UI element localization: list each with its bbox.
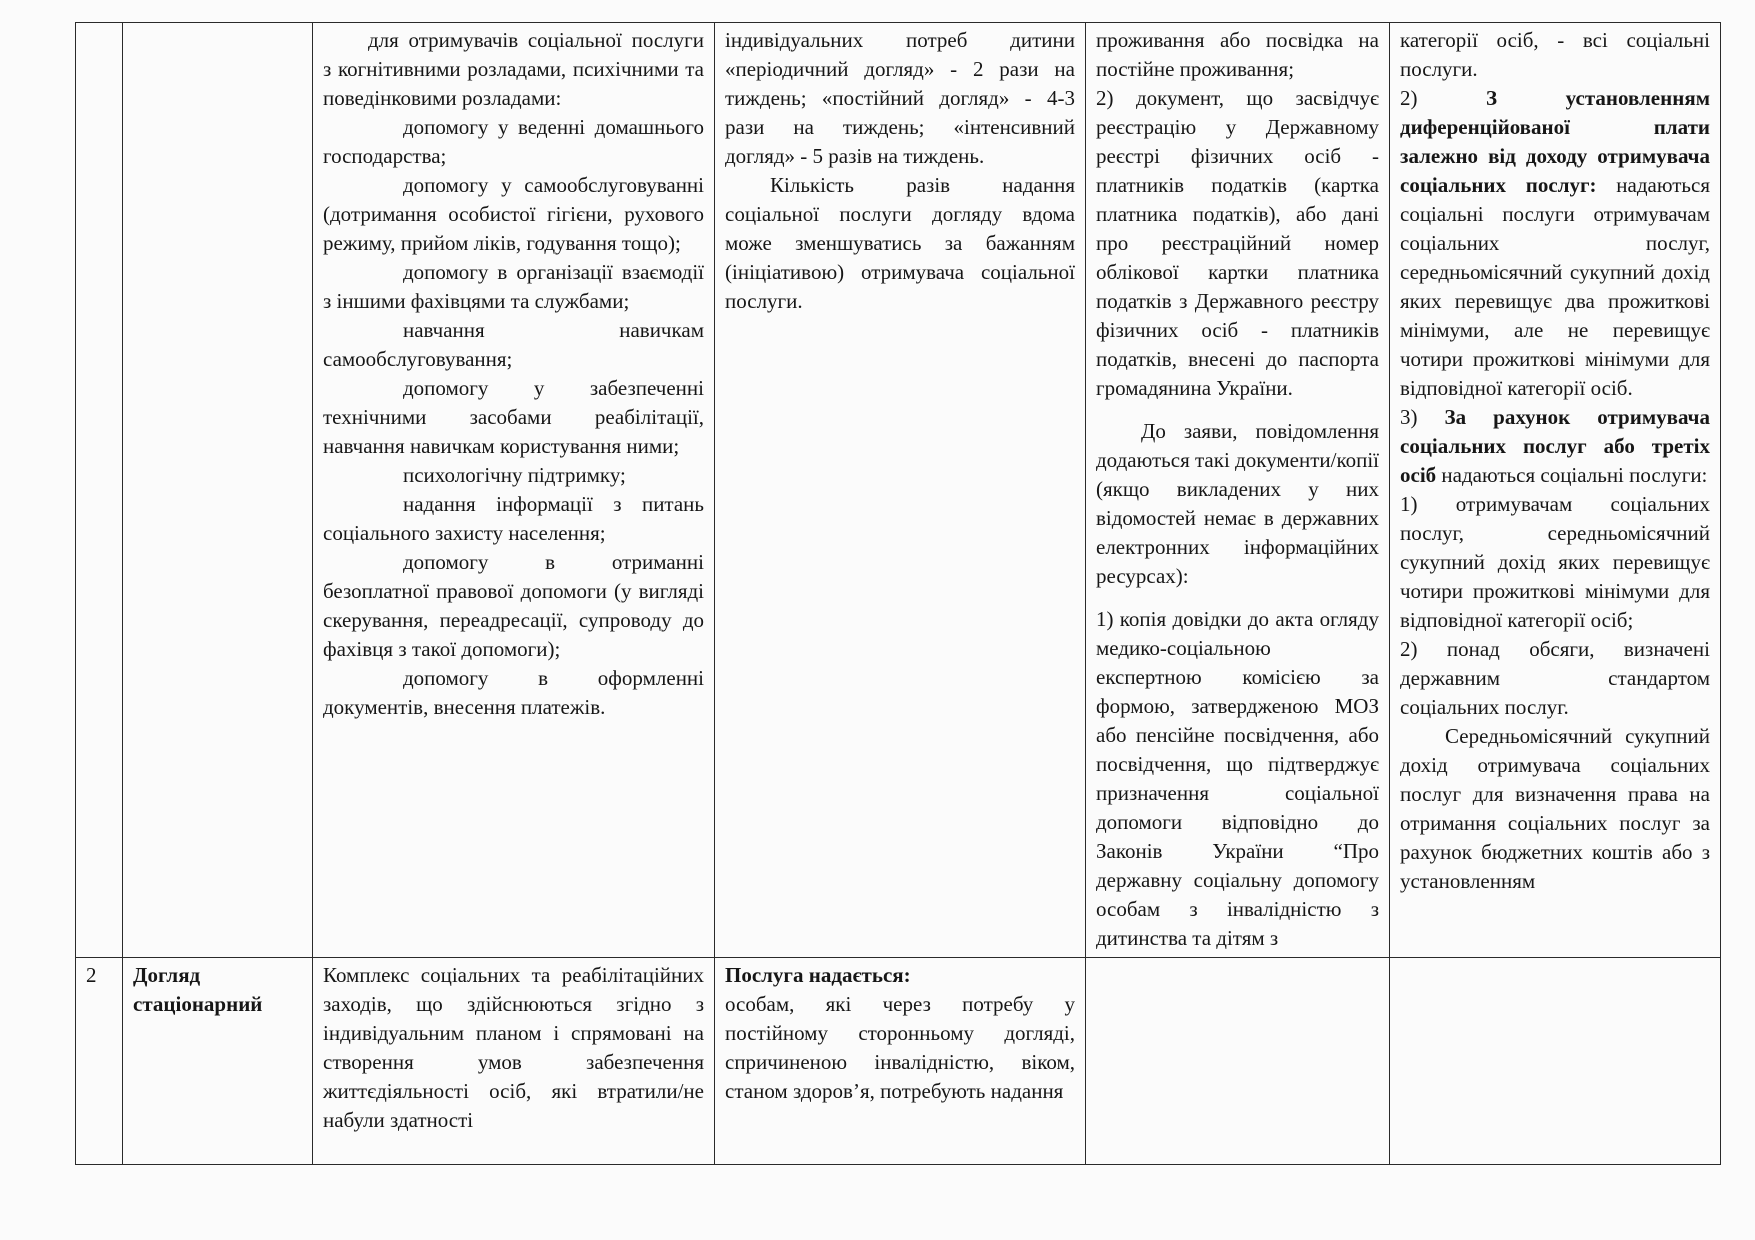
row-number-cell — [76, 23, 123, 958]
content-paragraph: Середньомісячний сукупний дохід отримувача соціальних послуг для визначення права на отримання соціальних послуг за рахунок бюджетних коштів або з установленням — [1400, 724, 1710, 893]
content-paragraph: 2) З установленням диференційованої плати залежно від доходу отримувача соціальних послуг: надаються соціальні послуги отримувачам соціальних послуг, середньомісячний сукупний дохід яких перевищує два прожиткові мінімуми, але не перевищує чотири прожиткові мінімуми для відповідної категорії осіб. — [1400, 86, 1710, 400]
content-paragraph: Кількість разів надання соціальної послуги догляду вдома може зменшуватись за бажанням (ініціативою) отримувача соціальної послуги. — [725, 173, 1075, 313]
table-row — [76, 23, 1721, 958]
content-paragraph: Комплекс соціальних та реабілітаційних заходів, що здійснюються згідно з індивідуальним планом і спрямовані на створення умов забезпечення життєдіяльності осіб, які втратили/не набули здатності — [323, 963, 704, 1132]
service-frequency-cell — [715, 958, 1086, 1165]
service-name-cell: Догляд стаціонарний — [123, 958, 313, 1165]
content-paragraph: для отримувачів соціальної послуги з когнітивними розладами, психічними та поведінковими розладами: — [323, 28, 704, 110]
content-paragraph: індивідуальних потреб дитини «періодичний догляд» - 2 рази на тиждень; «постійний догляд» - 4-3 рази на тиждень; «інтенсивний догляд» - 5 разів на тиждень. — [725, 28, 1075, 168]
content-paragraph: 1) копія довідки до акта огляду медико-соціальною експертною комісією за формою, затвердженою МОЗ або пенсійне посвідчення, або посвідчення, що підтверджує призначення соціальної допомоги відповідно до Законів України “Про державну соціальну допомогу особам з інвалідністю з дитинства та дітям з — [1096, 607, 1379, 950]
documents-cell — [1086, 958, 1390, 1165]
documents-cell — [1086, 23, 1390, 958]
services-table — [75, 22, 1721, 1165]
payment-terms-cell — [1390, 23, 1721, 958]
service-name-cell — [123, 23, 313, 958]
content-paragraph: категорії осіб, - всі соціальні послуги. — [1400, 28, 1710, 81]
row-number-cell: 2 — [76, 958, 123, 1165]
content-paragraph: психологічну підтримку; — [403, 463, 626, 487]
content-paragraph: 3) За рахунок отримувача соціальних послуг або третіх осіб надаються соціальні послуги: — [1400, 405, 1710, 487]
service-frequency-cell — [715, 23, 1086, 958]
content-paragraph: особам, які через потребу у постійному сторонньому догляді, спричиненою інвалідністю, віком, станом здоров’я, потребують надання — [725, 992, 1075, 1103]
content-paragraph: навчання навичкам самообслуговування; — [323, 318, 704, 371]
service-content-cell — [313, 23, 715, 958]
content-heading: Послуга надається: — [725, 963, 911, 987]
content-paragraph: допомогу у веденні домашнього господарства; — [323, 115, 704, 168]
service-content-cell — [313, 958, 715, 1165]
content-paragraph: допомогу в оформленні документів, внесення платежів. — [323, 666, 704, 719]
content-paragraph: 2) понад обсяги, визначені державним стандартом соціальних послуг. — [1400, 637, 1710, 719]
content-paragraph: допомогу в організації взаємодії з іншими фахівцями та службами; — [323, 260, 704, 313]
content-paragraph: допомогу у самообслуговуванні (дотримання особистої гігієни, рухового режиму, прийом ліків, годування тощо); — [323, 173, 704, 255]
content-paragraph: 1) отримувачам соціальних послуг, середньомісячний сукупний дохід яких перевищує чотири прожиткові мінімуми для відповідної категорії осіб; — [1400, 492, 1710, 632]
content-paragraph: проживання або посвідка на постійне проживання; — [1096, 28, 1379, 81]
content-paragraph: До заяви, повідомлення додаються такі документи/копії (якщо викладених у них відомостей немає в державних електронних інформаційних ресурсах): — [1096, 419, 1379, 588]
table-row — [76, 958, 1721, 1165]
content-paragraph: допомогу у забезпеченні технічними засобами реабілітації, навчання навичкам користування ними; — [323, 376, 704, 458]
content-paragraph: надання інформації з питань соціального захисту населення; — [323, 492, 704, 545]
content-paragraph: допомогу в отриманні безоплатної правової допомоги (у вигляді скерування, переадресації, супроводу до фахівця з такої допомоги); — [323, 550, 704, 661]
payment-terms-cell — [1390, 958, 1721, 1165]
content-paragraph: 2) документ, що засвідчує реєстрацію у Державному реєстрі фізичних осіб - платників податків (картка платника податків), або дані про реєстраційний номер облікової картки платника податків з Державного реєстру фізичних осіб - платників податків, внесені до паспорта громадянина України. — [1096, 86, 1379, 400]
